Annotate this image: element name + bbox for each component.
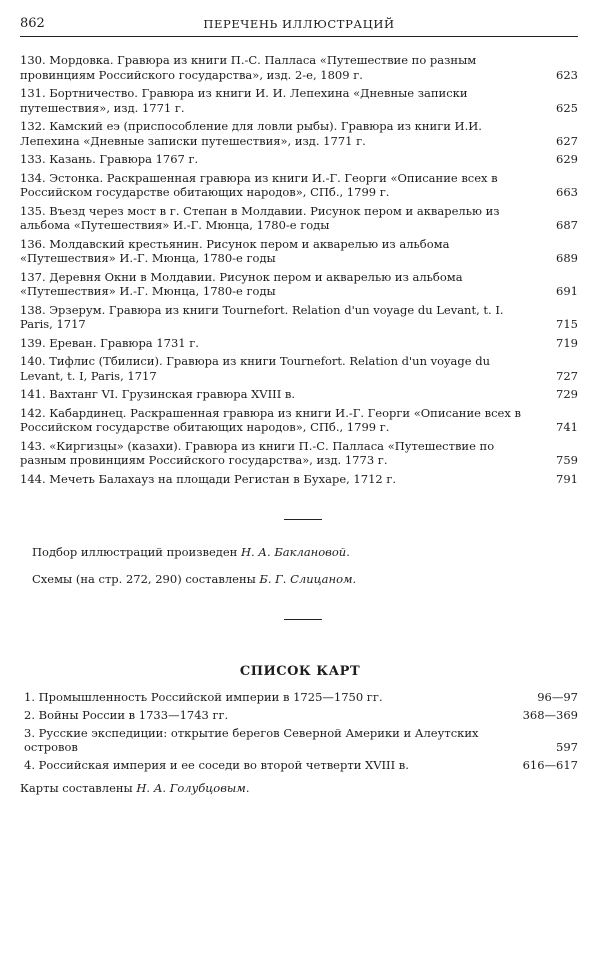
maps-section-title: СПИСОК КАРТ xyxy=(239,664,361,679)
credit-prefix: Карты составлены xyxy=(20,781,133,795)
entry-page: 687 xyxy=(556,218,578,232)
entry-text: 133. Казань. Гравюра 1767 г. xyxy=(20,152,199,166)
entry-page: 719 xyxy=(556,335,578,350)
entry-text: 130. Мордовка. Гравюра из книги П.-С. Палласа «Путешествие по разным провинциям Российского государства», изд. 2-е, 1809 г. xyxy=(20,53,477,82)
list-item xyxy=(20,387,578,402)
entry-text: 132. Камский еэ (приспособление для ловли рыбы). Гравюра из книги И.И. Лепехина «Дневные записки путешествия», изд. 1771 г. xyxy=(20,119,482,148)
credit-prefix: Схемы (на стр. 272, 290) составлены xyxy=(32,572,256,586)
entry-text: 139. Ереван. Гравюра 1731 г. xyxy=(20,335,199,350)
entry-page: 627 xyxy=(556,133,578,148)
entry-text: 144. Мечеть Балахауз на площади Регистан в Бухаре, 1712 г. xyxy=(20,471,397,486)
entry-page: 625 xyxy=(556,100,578,115)
entry-page: 691 xyxy=(556,284,578,298)
entry-text: 134. Эстонка. Раскрашенная гравюра из книги И.-Г. Георги «Описание всех в Российском государстве обитающих народов», СПб., 1799 г. xyxy=(20,170,498,199)
credit-name: Н. А. Баклановой. xyxy=(240,545,350,559)
entry-page: 729 xyxy=(556,387,578,401)
entry-text: 140. Тифлис (Тбилиси). Гравюра из книги Tournefort. Relation d'un voyage du Levant, t. I, Paris, 1717 xyxy=(20,354,490,383)
list-item xyxy=(20,53,578,82)
entry-page: 727 xyxy=(556,368,578,383)
entry-text: 142. Кабардинец. Раскрашенная гравюра из книги И.-Г. Георги «Описание всех в Российском государстве обитающих народов», СПб., 1799 г. xyxy=(20,405,521,434)
list-item xyxy=(24,726,578,754)
entry-text: 131. Бортничество. Гравюра из книги И. И. Лепехина «Дневные записки путешествия», изд. 1771 г. xyxy=(20,86,468,115)
entry-text: 138. Эрзерум. Гравюра из книги Tournefort. Relation d'un voyage du Levant, t. I. Paris, 1717 xyxy=(20,302,504,331)
credit-name: Б. Г. Слицаном. xyxy=(259,572,357,586)
entry-text: 136. Молдавский крестьянин. Рисунок пером и акварелью из альбома «Путешествия» И.-Г. Мюнца, 1780-е годы xyxy=(20,236,450,265)
section-divider xyxy=(284,519,322,520)
map-text: 2. Войны России в 1733—1743 гг. xyxy=(24,708,229,722)
list-item xyxy=(20,472,578,487)
list-item xyxy=(20,336,578,351)
schemes-credit xyxy=(32,572,356,586)
map-text: 1. Промышленность Российской империи в 1725—1750 гг. xyxy=(24,690,383,704)
selection-credit xyxy=(32,545,350,559)
entry-page: 715 xyxy=(556,317,578,331)
entry-page: 741 xyxy=(556,420,578,434)
entry-text: 143. «Киргизцы» (казахи). Гравюра из книги П.-С. Палласа «Путешествие по разным провинциям Российского государства», изд. 1773 г. xyxy=(20,438,495,467)
entry-page: 663 xyxy=(556,185,578,199)
entry-text: 141. Вахтанг VI. Грузинская гравюра XVIII в. xyxy=(20,387,296,401)
list-item xyxy=(20,354,578,383)
list-item xyxy=(20,152,578,167)
illustrations-list xyxy=(20,53,578,490)
running-title: ПЕРЕЧЕНЬ ИЛЛЮСТРАЦИЙ xyxy=(203,17,395,31)
page-number: 862 xyxy=(20,16,45,31)
entry-page: 623 xyxy=(556,67,578,82)
list-item xyxy=(20,171,578,200)
list-item xyxy=(20,86,578,115)
section-divider xyxy=(284,619,322,620)
list-item xyxy=(20,270,578,299)
entry-page: 791 xyxy=(556,471,578,486)
list-item xyxy=(20,406,578,435)
credit-prefix: Подбор иллюстраций произведен xyxy=(32,545,238,559)
map-page: 96—97 xyxy=(537,690,578,704)
list-item xyxy=(24,690,578,704)
list-item xyxy=(20,119,578,148)
map-page: 597 xyxy=(556,740,578,754)
map-page: 616—617 xyxy=(522,758,578,772)
map-text: 4. Российская империя и ее соседи во второй четверти XVIII в. xyxy=(24,758,409,772)
list-item xyxy=(24,758,578,772)
entry-page: 689 xyxy=(556,251,578,265)
list-item xyxy=(20,204,578,233)
entry-text: 137. Деревня Окни в Молдавии. Рисунок пером и акварелью из альбома «Путешествия» И.-Г. Мюнца, 1780-е годы xyxy=(20,269,463,298)
map-text: 3. Русские экспедиции: открытие берегов Северной Америки и Алеутских островов xyxy=(24,726,479,754)
list-item xyxy=(20,439,578,468)
entry-page: 629 xyxy=(556,152,578,166)
list-item xyxy=(24,708,578,722)
list-item xyxy=(20,303,578,332)
maps-list xyxy=(24,690,578,776)
page-header xyxy=(20,14,578,37)
list-item xyxy=(20,237,578,266)
entry-text: 135. Въезд через мост в г. Степан в Молдавии. Рисунок пером и акварелью из альбома «Путешествия» И.-Г. Мюнца, 1780-е годы xyxy=(20,203,500,232)
entry-page: 759 xyxy=(556,453,578,467)
maps-credit xyxy=(20,781,249,795)
credit-name: Н. А. Голубцовым. xyxy=(136,781,250,795)
map-page: 368—369 xyxy=(522,708,578,722)
